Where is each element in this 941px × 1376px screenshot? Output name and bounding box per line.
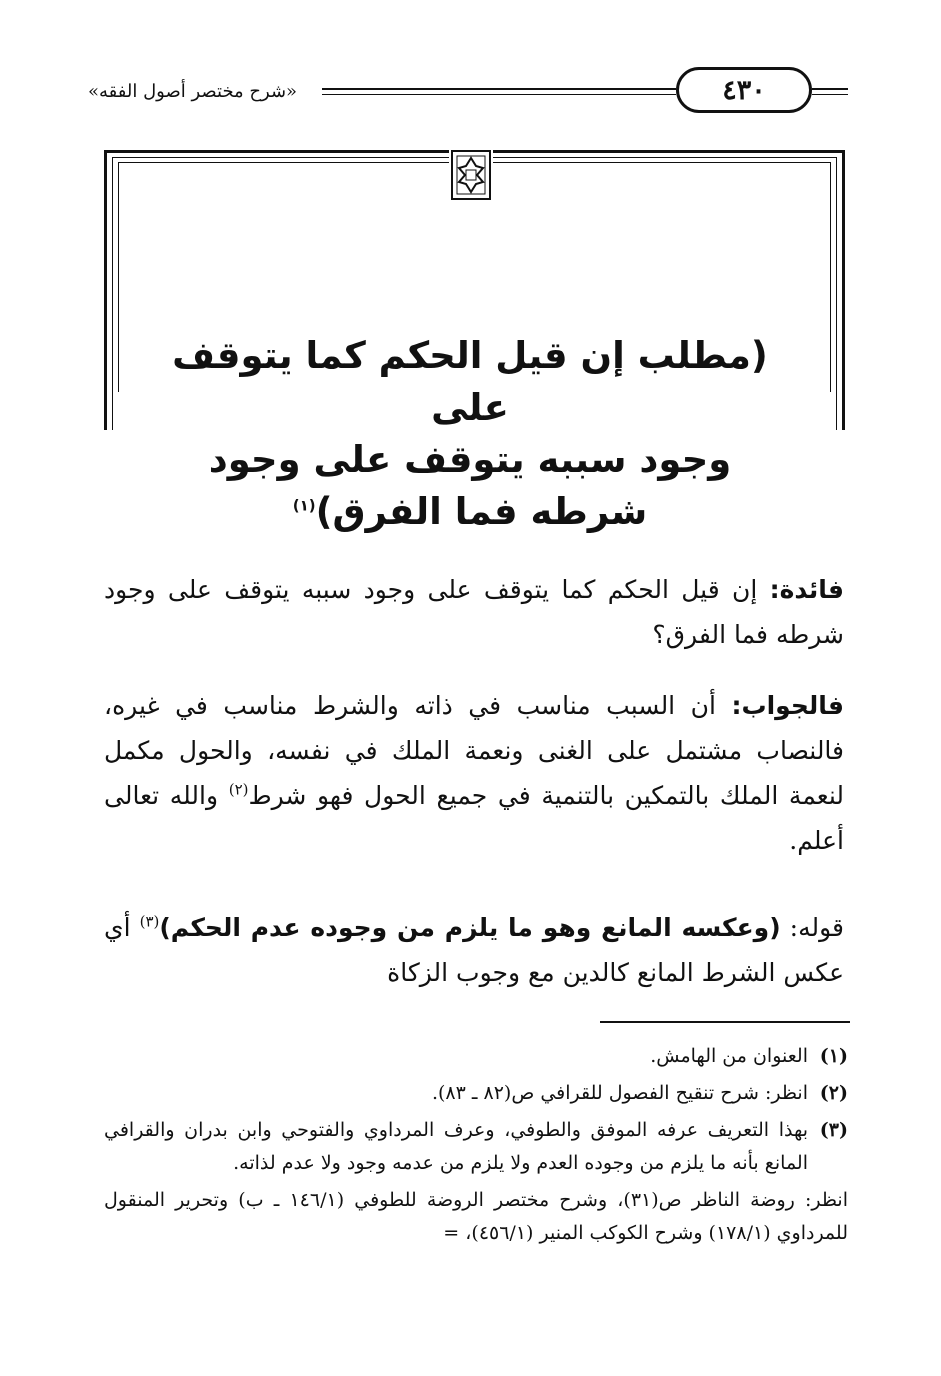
chapter-heading-line2 (150, 434, 790, 538)
footnote-ref-2: (٢) (228, 780, 249, 799)
star-ornament-icon (449, 148, 493, 202)
paragraph-faida (104, 567, 844, 657)
footnote-2-number: (٢) (819, 1082, 848, 1104)
chapter-heading-line1: (مطلب إن قيل الحكم كما يتوقف على (172, 334, 768, 429)
footnote-ref-3: (٣) (139, 912, 160, 931)
answer-label: فالجواب: (731, 691, 844, 720)
chapter-heading (150, 330, 790, 538)
paragraph-qawluhu (104, 905, 844, 995)
page-number: ٤٣٠ (676, 67, 812, 113)
qawluhu-lead: قوله: (780, 913, 844, 942)
footnote-3-continuation: انظر: روضة الناظر ص(٣١)، وشرح مختصر الروضة للطوفي (١٤٦/١ ـ ب) وتحرير المنقول للمرداوي (١٧٨/١) وشرح الكوكب المنير (٤٥٦/١)، = (104, 1189, 848, 1244)
qawluhu-quote: (وعكسه المانع وهو ما يلزم من وجوده عدم الحكم) (159, 913, 781, 942)
footnote-3-number: (٣) (819, 1119, 848, 1141)
footnote-3 (104, 1114, 848, 1180)
header-rule-left-bottom (322, 94, 676, 95)
footnote-1-number: (١) (819, 1045, 848, 1067)
faida-label: فائدة: (769, 575, 844, 604)
footnote-2-text: انظر: شرح تنقيح الفصول للقرافي ص(٨٢ ـ ٨٣). (431, 1082, 808, 1104)
footnotes (104, 1040, 848, 1250)
chapter-heading-line2-text: وجود سببه يتوقف على وجود شرطه فما الفرق) (208, 438, 732, 533)
faida-text: إن قيل الحكم كما يتوقف على وجود سببه يتوقف على وجود شرطه فما الفرق؟ (104, 575, 844, 649)
header-rule-right-top (812, 88, 848, 90)
footnote-2 (104, 1077, 848, 1110)
header-rule-left-top (322, 88, 676, 90)
answer-tail: والله تعالى أعلم. (104, 781, 844, 855)
footnote-1 (104, 1040, 848, 1073)
header-rule-right-bottom (812, 94, 848, 95)
answer-text: أن السبب مناسب في ذاته والشرط مناسب في غيره، فالنصاب مشتمل على الغنى ونعمة الملك في نفسه، والحول مكمل لنعمة الملك بالتمكين بالتنمية في جميع الحول فهو شرط (104, 691, 844, 810)
footnote-1-text: العنوان من الهامش. (650, 1045, 808, 1067)
qawluhu-text: أي عكس الشرط المانع كالدين مع وجوب الزكاة (104, 913, 844, 987)
footnote-ref-1: (١) (292, 496, 316, 515)
footnote-3-text: بهذا التعريف عرفه الموفق والطوفي، وعرف المرداوي والفتوحي وابن بدران والقرافي المانع بأنه ما يلزم من وجوده العدم ولا يلزم من عدمه وجود ولا عدم لذاته. (104, 1119, 808, 1174)
footnote-separator (600, 1021, 850, 1023)
paragraph-answer (104, 683, 844, 863)
running-title: «شرح مختصر أصول الفقه» (88, 81, 298, 102)
